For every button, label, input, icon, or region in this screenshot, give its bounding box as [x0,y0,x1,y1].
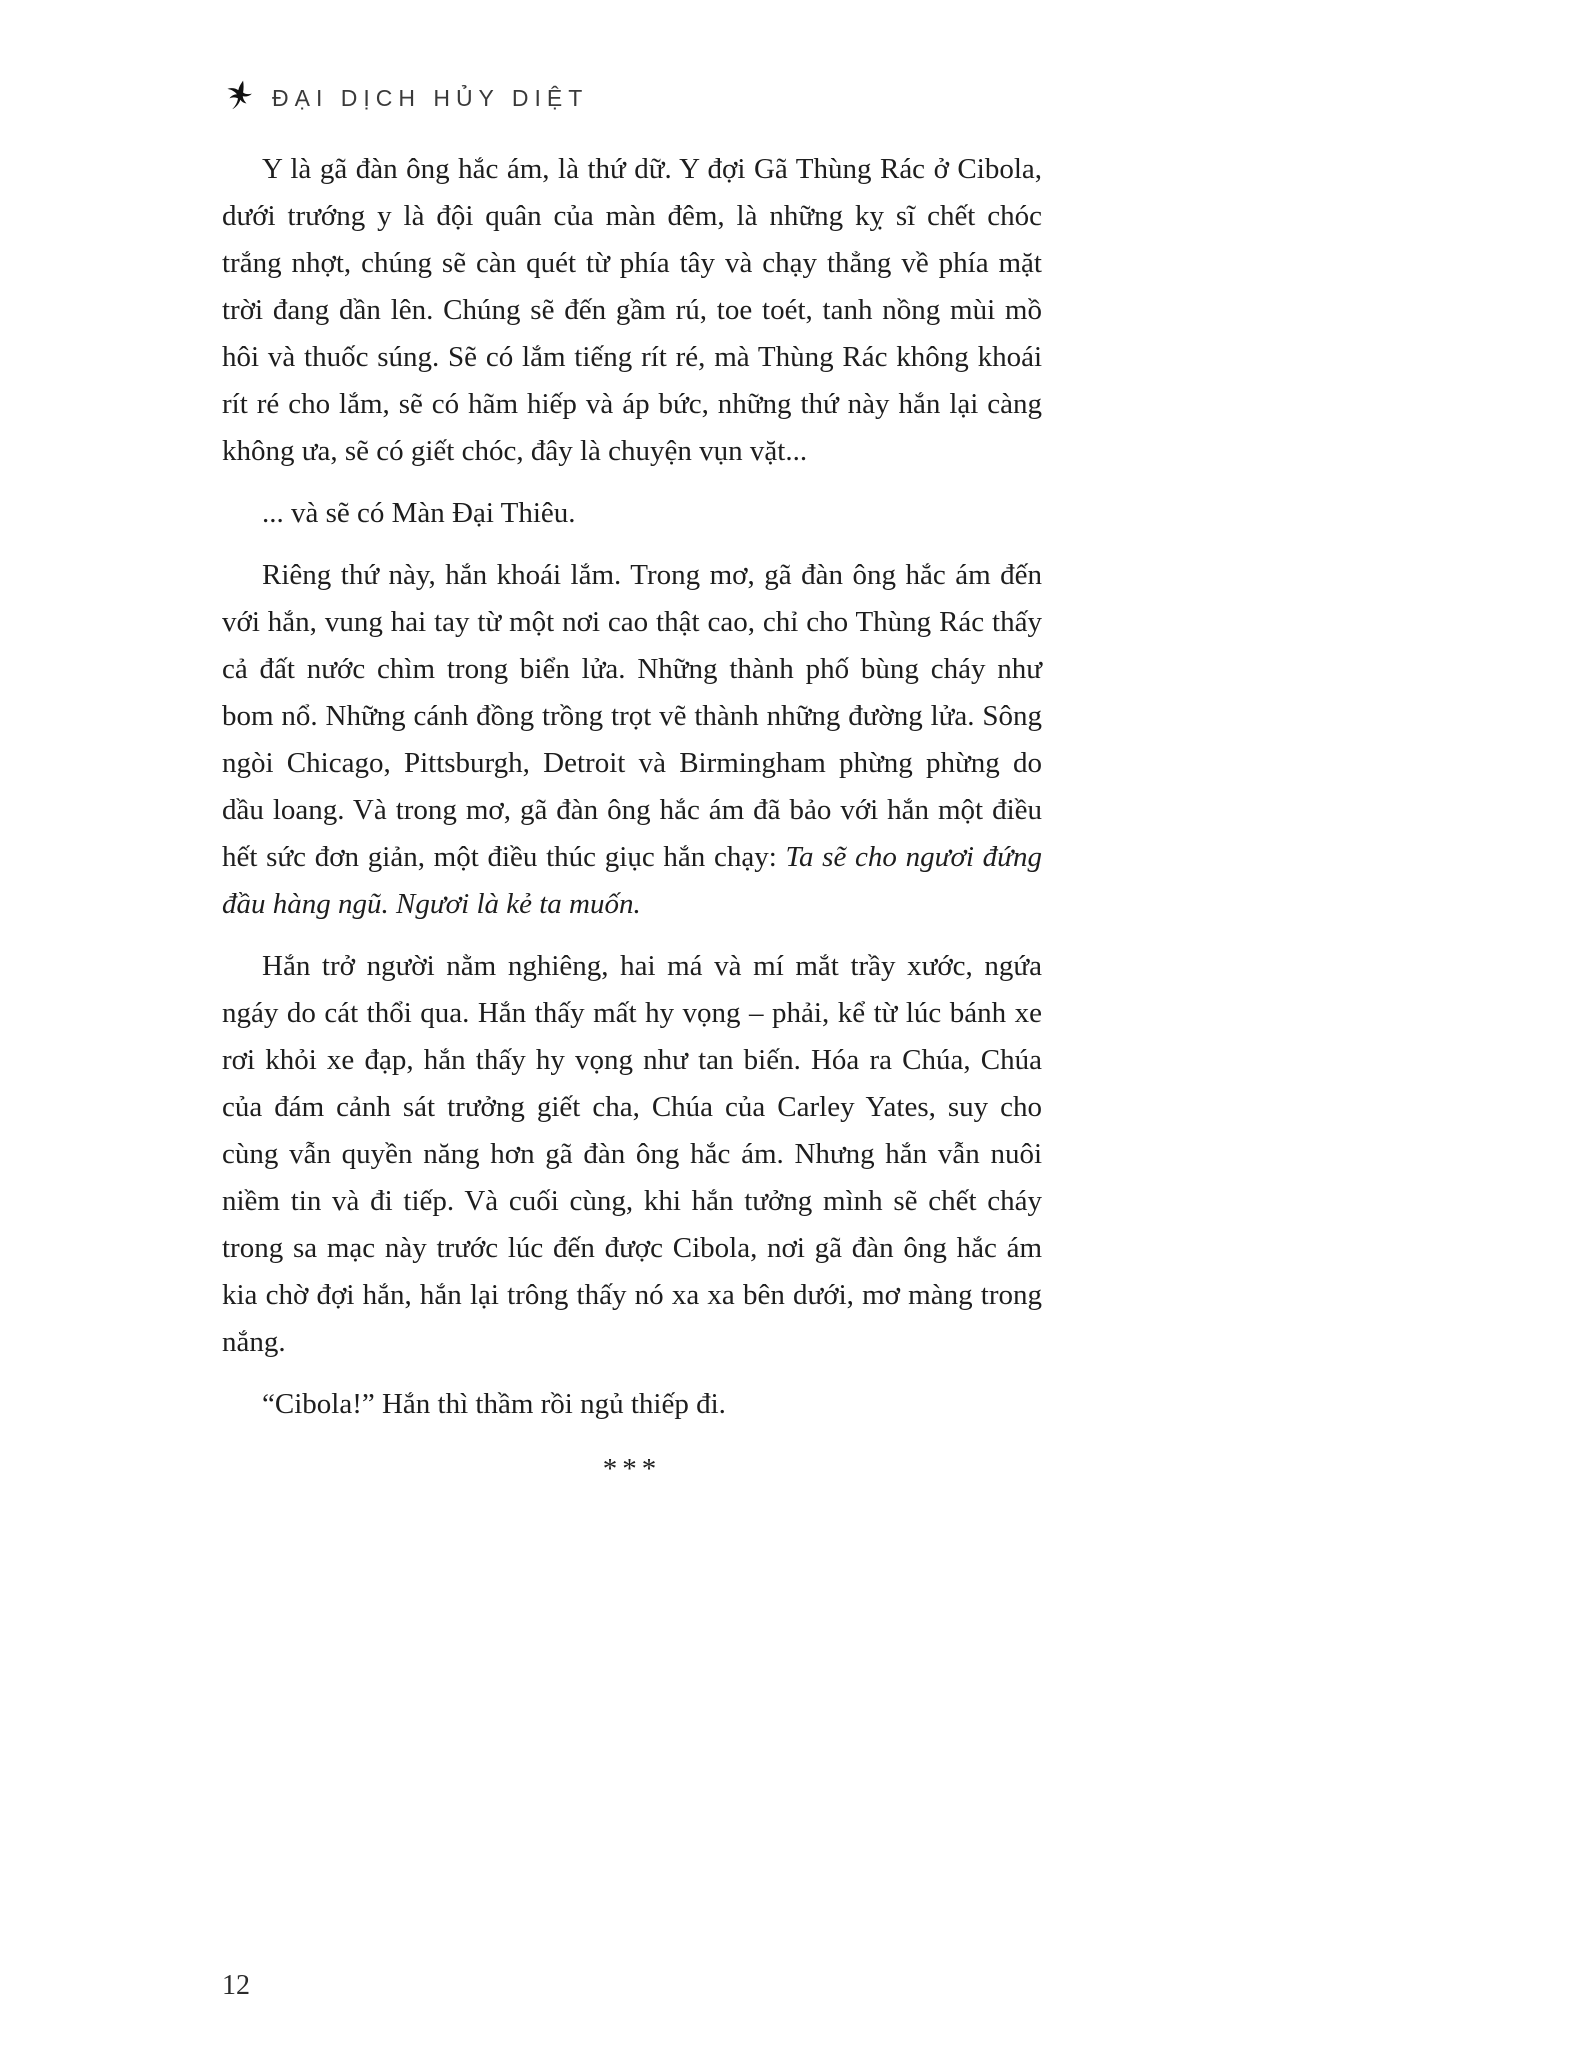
paragraph-5 [222,1381,1042,1428]
paragraph-3 [222,552,1042,928]
section-separator: *** [602,1453,662,1485]
crow-icon [222,78,256,118]
paragraph-4-text: Hắn trở người nằm nghiêng, hai má và mí mắt trầy xước, ngứa ngáy do cát thổi qua. Hắn thấy mất hy vọng – phải, kể từ lúc bánh xe rơi khỏi xe đạp, hắn thấy hy vọng như tan biến. Hóa ra Chúa, Chúa của đám cảnh sát trưởng giết cha, Chúa của Carley Yates, suy cho cùng vẫn quyền năng hơn gã đàn ông hắc ám. Nhưng hắn vẫn nuôi niềm tin và đi tiếp. Và cuối cùng, khi hắn tưởng mình sẽ chết cháy trong sa mạc này trước lúc đến được Cibola, nơi gã đàn ông hắc ám kia chờ đợi hắn, hắn lại trông thấy nó xa xa bên dưới, mơ màng trong nắng. [222,950,1042,1358]
paragraph-4 [222,943,1042,1366]
book-title: ĐẠI DỊCH HỦY DIỆT [272,84,589,111]
paragraph-1-text: Y là gã đàn ông hắc ám, là thứ dữ. Y đợi Gã Thùng Rác ở Cibola, dưới trướng y là đội quân của màn đêm, là những kỵ sĩ chết chóc trắng nhợt, chúng sẽ càn quét từ phía tây và chạy thẳng về phía mặt trời đang dần lên. Chúng sẽ đến gầm rú, toe toét, tanh nồng mùi mồ hôi và thuốc súng. Sẽ có lắm tiếng rít ré, mà Thùng Rác không khoái rít ré cho lắm, sẽ có hãm hiếp và áp bức, những thứ này hắn lại càng không ưa, sẽ có giết chóc, đây là chuyện vụn vặt... [222,153,1042,467]
paragraph-5-text: “Cibola!” Hắn thì thầm rồi ngủ thiếp đi. [262,1388,726,1420]
body-text [222,146,1042,1493]
paragraph-2 [222,490,1042,537]
paragraph-3-italic-text: Ta sẽ cho ngươi đứng đầu hàng ngũ. Ngươi là kẻ ta muốn. [222,841,1043,920]
paragraph-1 [222,146,1042,475]
paragraph-2-text: ... và sẽ có Màn Đại Thiêu. [262,497,576,529]
paragraph-3-text: Riêng thứ này, hắn khoái lắm. Trong mơ, gã đàn ông hắc ám đến với hắn, vung hai tay từ một nơi cao thật cao, chỉ cho Thùng Rác thấy cả đất nước chìm trong biển lửa. Những thành phố bùng cháy như bom nổ. Những cánh đồng trồng trọt vẽ thành những đường lửa. Sông ngòi Chicago, Pittsburgh, Detroit và Birmingham phừng phừng do dầu loang. Và trong mơ, gã đàn ông hắc ám đã bảo với hắn một điều hết sức đơn giản, một điều thúc giục hắn chạy: [222,559,1042,873]
page-number: 12 [222,1970,250,2001]
running-header [222,76,588,120]
